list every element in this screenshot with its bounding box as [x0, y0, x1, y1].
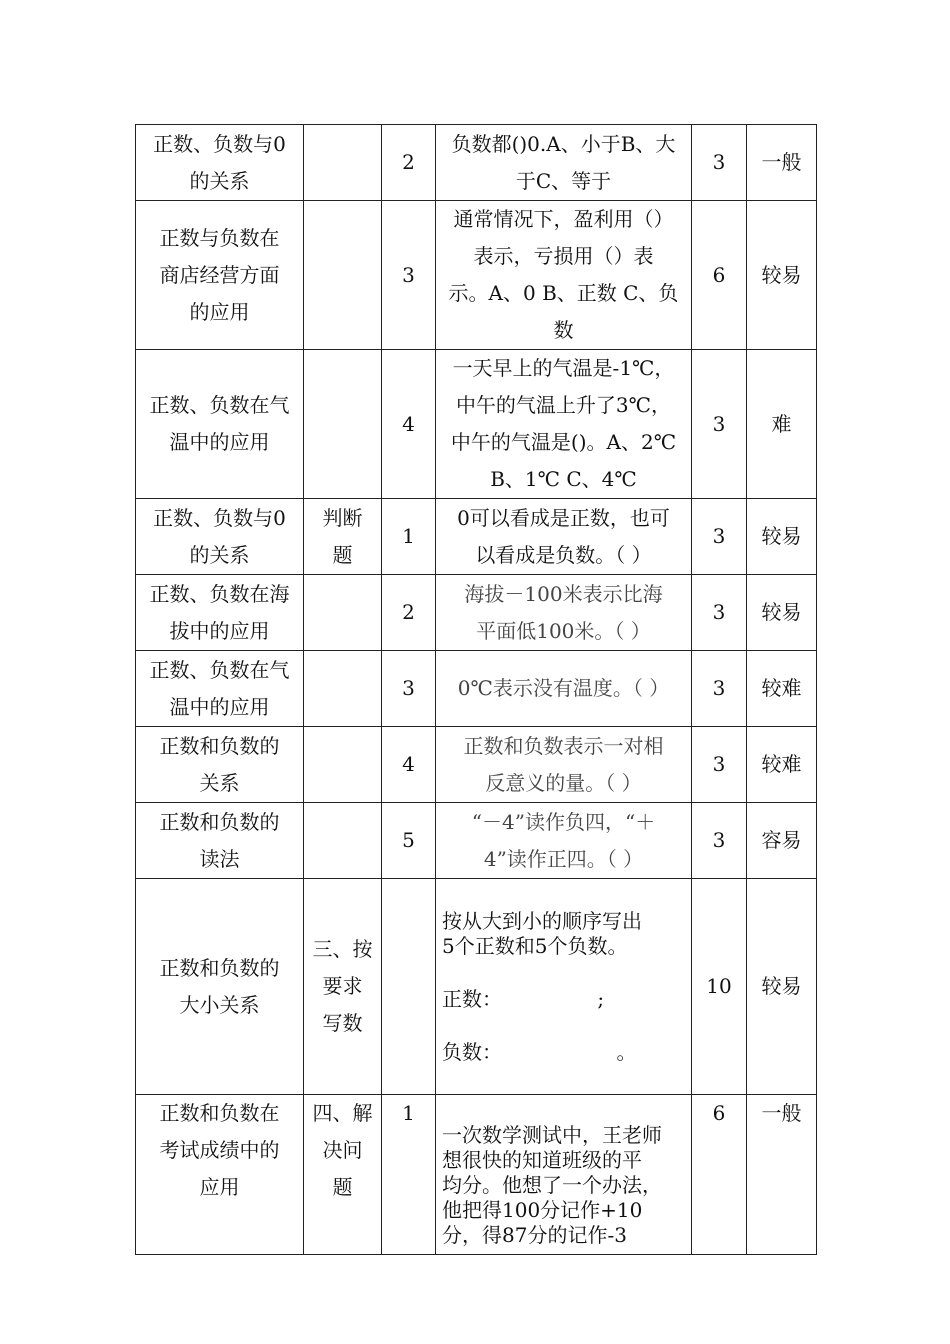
topic-cell: 正数、负数与0 的关系 [136, 499, 304, 575]
number-cell [382, 879, 436, 1095]
topic-cell: 正数、负数与0 的关系 [136, 125, 304, 201]
difficulty-cell: 较易 [747, 575, 817, 651]
type-cell [304, 727, 382, 803]
table-row [136, 879, 817, 1095]
type-cell: 三、按 要求 写数 [304, 879, 382, 1095]
question-spec-table [135, 124, 817, 1255]
score-cell: 3 [692, 499, 747, 575]
score-cell: 3 [692, 125, 747, 201]
topic-cell: 正数、负数在气 温中的应用 [136, 350, 304, 499]
number-cell: 1 [382, 1095, 436, 1255]
question-cell: 通常情况下，盈利用（） 表示，亏损用（）表 示。A、0 B、正数 C、负数 [436, 201, 692, 350]
topic-cell: 正数、负数在海 拔中的应用 [136, 575, 304, 651]
difficulty-cell: 较易 [747, 201, 817, 350]
question-cell: 按从大到小的顺序写出 5个正数和5个负数。 正数： ; 负数： 。 [436, 879, 692, 1095]
type-cell [304, 651, 382, 727]
number-cell: 5 [382, 803, 436, 879]
question-cell: 负数都()0.A、小于B、大 于C、等于 [436, 125, 692, 201]
topic-cell: 正数、负数在气 温中的应用 [136, 651, 304, 727]
topic-cell: 正数与负数在 商店经营方面 的应用 [136, 201, 304, 350]
difficulty-cell: 较难 [747, 727, 817, 803]
table-row [136, 1095, 817, 1255]
topic-cell: 正数和负数的 关系 [136, 727, 304, 803]
table-row [136, 125, 817, 201]
question-cell: “－4”读作负四，“＋ 4”读作正四。（ ） [436, 803, 692, 879]
number-cell: 1 [382, 499, 436, 575]
difficulty-cell: 较难 [747, 651, 817, 727]
number-cell: 3 [382, 201, 436, 350]
score-cell: 3 [692, 803, 747, 879]
type-cell [304, 803, 382, 879]
difficulty-cell: 较易 [747, 499, 817, 575]
score-cell: 3 [692, 350, 747, 499]
number-cell: 3 [382, 651, 436, 727]
topic-cell: 正数和负数的 大小关系 [136, 879, 304, 1095]
question-cell: 一次数学测试中，王老师 想很快的知道班级的平 均分。他想了一个办法， 他把得100分记作+10 分，得87分的记作-3 [436, 1095, 692, 1255]
table-row [136, 727, 817, 803]
type-cell [304, 201, 382, 350]
number-cell: 4 [382, 350, 436, 499]
number-cell: 2 [382, 575, 436, 651]
number-cell: 2 [382, 125, 436, 201]
question-cell: 正数和负数表示一对相 反意义的量。（ ） [436, 727, 692, 803]
table-row [136, 350, 817, 499]
score-cell: 3 [692, 651, 747, 727]
difficulty-cell: 较易 [747, 879, 817, 1095]
table-row [136, 651, 817, 727]
score-cell: 6 [692, 201, 747, 350]
type-cell [304, 575, 382, 651]
number-cell: 4 [382, 727, 436, 803]
difficulty-cell: 难 [747, 350, 817, 499]
question-cell: 0℃表示没有温度。（ ） [436, 651, 692, 727]
score-cell: 3 [692, 575, 747, 651]
score-cell: 3 [692, 727, 747, 803]
type-cell [304, 125, 382, 201]
difficulty-cell: 一般 [747, 1095, 817, 1255]
table-row [136, 499, 817, 575]
table-row [136, 201, 817, 350]
table-row [136, 803, 817, 879]
type-cell: 四、解 决问 题 [304, 1095, 382, 1255]
difficulty-cell: 一般 [747, 125, 817, 201]
question-cell: 海拔－100米表示比海 平面低100米。（ ） [436, 575, 692, 651]
question-cell: 一天早上的气温是-1℃， 中午的气温上升了3℃， 中午的气温是()。A、2℃ B、1℃ C、4℃ [436, 350, 692, 499]
difficulty-cell: 容易 [747, 803, 817, 879]
type-cell [304, 350, 382, 499]
type-cell: 判断 题 [304, 499, 382, 575]
score-cell: 6 [692, 1095, 747, 1255]
question-cell: 0可以看成是正数，也可 以看成是负数。（ ） [436, 499, 692, 575]
score-cell: 10 [692, 879, 747, 1095]
table-row [136, 575, 817, 651]
topic-cell: 正数和负数的 读法 [136, 803, 304, 879]
topic-cell: 正数和负数在 考试成绩中的 应用 [136, 1095, 304, 1255]
